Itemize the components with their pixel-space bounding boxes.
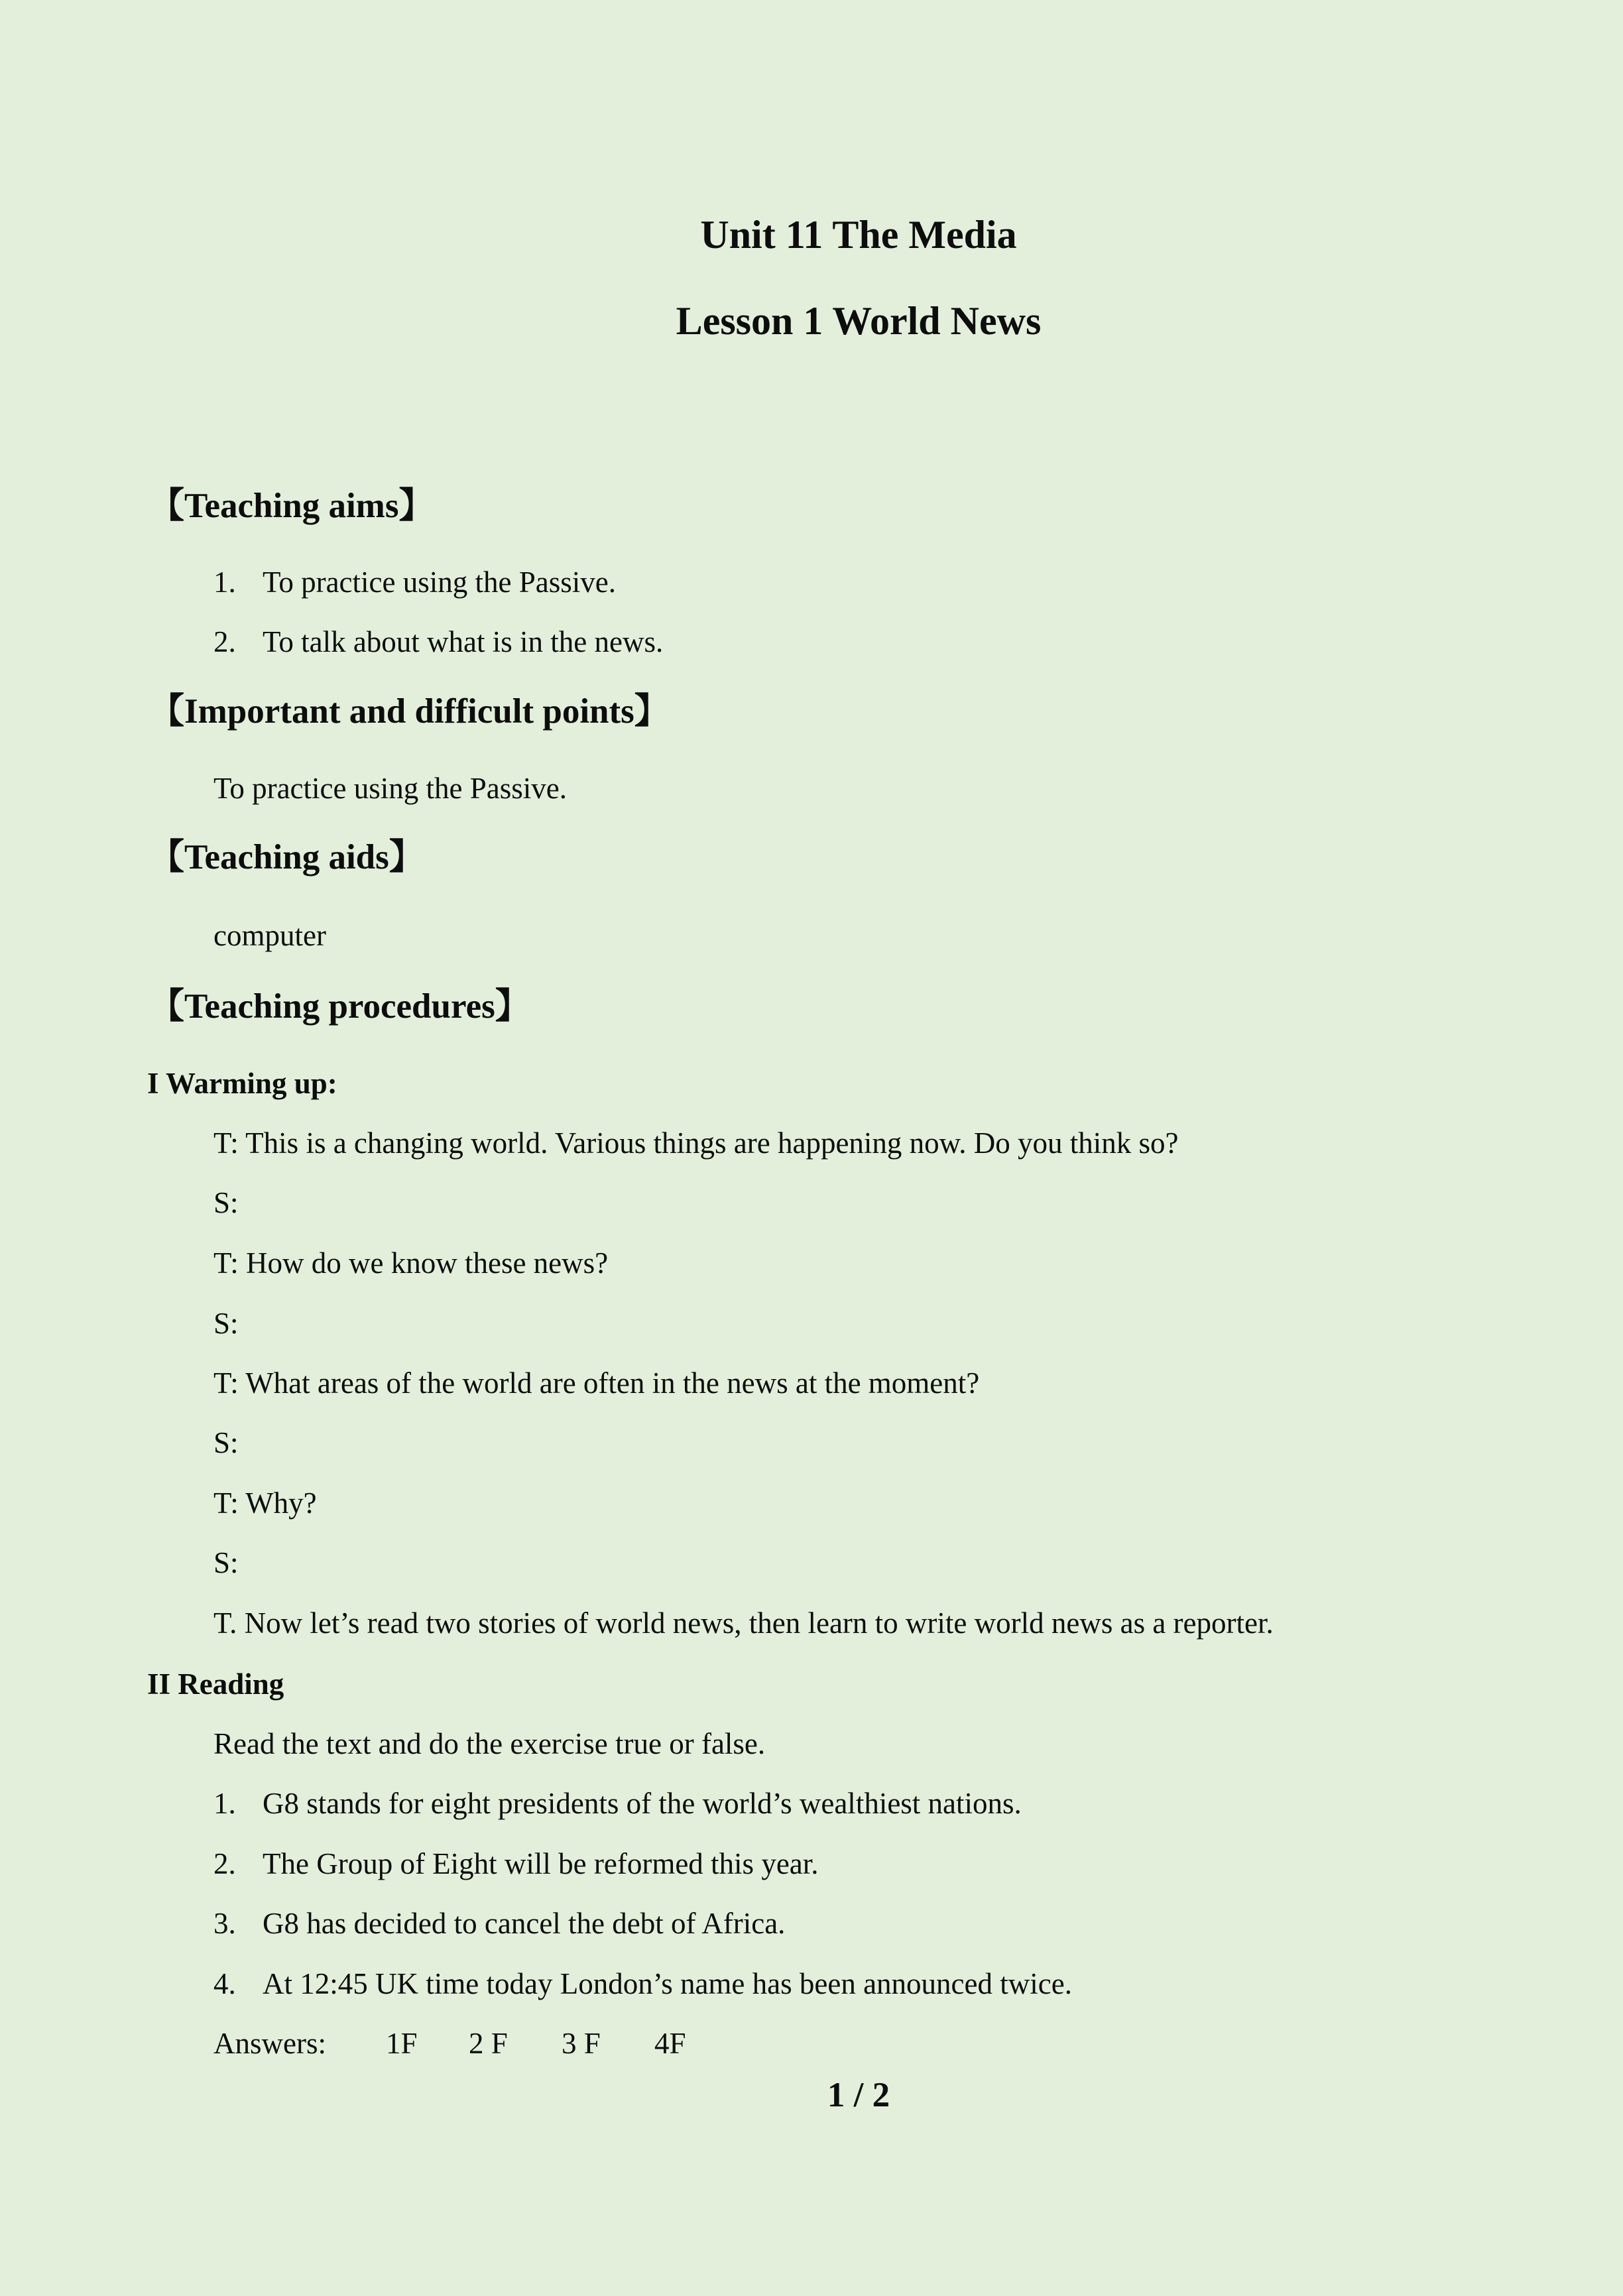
dialogue-line: S: (213, 1307, 239, 1340)
exercise-number: 4. (213, 1967, 236, 2000)
exercise-number: 2. (213, 1847, 236, 1880)
page-number: 1 / 2 (827, 2076, 890, 2114)
answer-value: 2 F (469, 2027, 508, 2060)
aim-text: To practice using the Passive. (263, 566, 616, 599)
aim-number: 1. (213, 566, 236, 599)
dialogue-line: S: (213, 1186, 239, 1219)
reading-instruction: Read the text and do the exercise true or false. (213, 1727, 766, 1760)
dialogue-line: T: What areas of the world are often in the news at the moment? (213, 1366, 980, 1400)
answer-value: 1F (386, 2027, 418, 2060)
dialogue-line: T: This is a changing world. Various things are happening now. Do you think so? (213, 1126, 1179, 1160)
exercise-text: G8 has decided to cancel the debt of Africa. (263, 1907, 786, 1940)
teaching-aids-heading: 【Teaching aids】 (149, 838, 424, 876)
exercise-item (213, 1786, 1022, 1821)
important-points-heading: 【Important and difficult points】 (149, 692, 670, 731)
dialogue-line: T: Why? (213, 1486, 317, 1520)
aim-item (213, 625, 663, 659)
exercise-text: At 12:45 UK time today London’s name has been announced twice. (263, 1967, 1072, 2000)
dialogue-line: S: (213, 1426, 239, 1459)
aim-text: To talk about what is in the news. (263, 625, 664, 658)
lesson-title: Lesson 1 World News (676, 299, 1042, 343)
exercise-item (213, 1846, 819, 1881)
important-points-text: To practice using the Passive. (213, 772, 567, 805)
aim-number: 2. (213, 625, 236, 658)
dialogue-line: T: How do we know these news? (213, 1246, 609, 1280)
teaching-aids-text: computer (213, 919, 326, 952)
unit-title: Unit 11 The Media (700, 213, 1017, 257)
aim-item (213, 565, 616, 599)
exercise-item (213, 1906, 785, 1941)
exercise-item (213, 1966, 1072, 2001)
answer-value: 3 F (562, 2027, 601, 2060)
exercise-text: The Group of Eight will be reformed this year. (263, 1847, 819, 1880)
teaching-aims-heading: 【Teaching aims】 (149, 487, 434, 525)
warming-up-heading: I Warming up: (147, 1067, 337, 1100)
dialogue-line: S: (213, 1546, 239, 1579)
dialogue-line: T. Now let’s read two stories of world news, then learn to write world news as a reporter. (213, 1606, 1274, 1640)
exercise-number: 1. (213, 1787, 236, 1820)
answers-line (213, 2026, 686, 2061)
answer-value: 4F (654, 2027, 686, 2060)
exercise-text: G8 stands for eight presidents of the world’s wealthiest nations. (263, 1787, 1022, 1820)
teaching-procedures-heading: 【Teaching procedures】 (149, 987, 530, 1026)
answers-label: Answers: (213, 2027, 326, 2060)
reading-heading: II Reading (147, 1667, 284, 1701)
exercise-number: 3. (213, 1907, 236, 1940)
